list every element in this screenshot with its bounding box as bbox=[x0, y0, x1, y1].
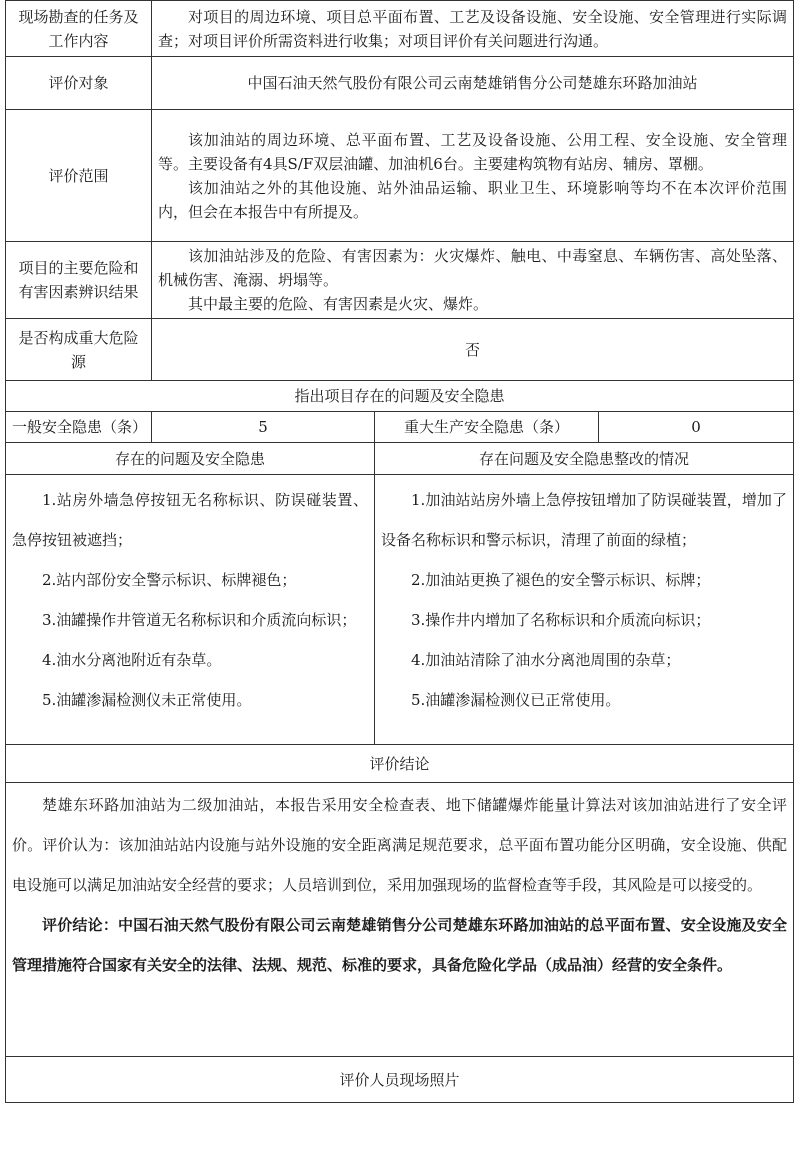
hazard-label: 项目的主要危险和有害因素辨识结果 bbox=[6, 242, 152, 319]
major-hazard-label: 是否构成重大危险源 bbox=[6, 319, 152, 381]
conclusion-title: 评价结论 bbox=[6, 745, 794, 783]
counts-row bbox=[6, 412, 794, 443]
survey-text-cell bbox=[152, 1, 794, 57]
conclusion-statement: 评价结论：中国石油天然气股份有限公司云南楚雄销售分公司楚雄东环路加油站的总平面布置、安全设施及安全管理措施符合国家有关安全的法律、法规、规范、标准的要求，具备危险化学品（成品油）经营的安全条件。 bbox=[12, 916, 788, 974]
scope-label: 评价范围 bbox=[6, 110, 152, 242]
hazard-row bbox=[6, 242, 794, 319]
problems-list bbox=[6, 475, 375, 745]
rectification-item: 4.加油站清除了油水分离池周围的杂草； bbox=[411, 651, 681, 669]
rectification-list bbox=[375, 475, 794, 745]
problem-item: 5.油罐渗漏检测仪未正常使用。 bbox=[42, 691, 252, 709]
survey-text: 对项目的周边环境、项目总平面布置、工艺及设备设施、安全设施、安全管理进行实际调查；对项目评价所需资料进行收集；对项目评价有关问题进行沟通。 bbox=[158, 7, 788, 50]
conclusion-title-row bbox=[6, 745, 794, 783]
scope-paragraph-1: 该加油站的周边环境、总平面布置、工艺及设备设施、公用工程、安全设施、安全管理等。主要设备有4具S/F双层油罐、加油机6台。主要建构筑物有站房、辅房、罩棚。 bbox=[158, 130, 788, 173]
general-hazard-count: 5 bbox=[152, 412, 375, 443]
scope-row bbox=[6, 110, 794, 242]
object-text: 中国石油天然气股份有限公司云南楚雄销售分公司楚雄东环路加油站 bbox=[152, 57, 794, 110]
problems-right-header: 存在问题及安全隐患整改的情况 bbox=[375, 443, 794, 475]
object-row bbox=[6, 57, 794, 110]
problem-item: 1.站房外墙急停按钮无名称标识、防误碰装置、急停按钮被遮挡； bbox=[12, 491, 368, 549]
survey-row bbox=[6, 1, 794, 57]
rectification-item: 1.加油站站房外墙上急停按钮增加了防误碰装置，增加了设备名称标识和警示标识，清理了前面的绿植； bbox=[381, 491, 788, 549]
conclusion-paragraph: 楚雄东环路加油站为二级加油站，本报告采用安全检查表、地下储罐爆炸能量计算法对该加油站进行了安全评价。评价认为：该加油站站内设施与站外设施的安全距离满足规范要求，总平面布置功能分区明确，安全设施、供配电设施可以满足加油站安全经营的要求；人员培训到位，采用加强现场的监督检查等手段，其风险是可以接受的。 bbox=[12, 796, 788, 894]
evaluation-report-table bbox=[5, 0, 794, 1103]
major-production-hazard-label: 重大生产安全隐患（条） bbox=[375, 412, 599, 443]
rectification-item: 5.油罐渗漏检测仪已正常使用。 bbox=[411, 691, 621, 709]
problem-item: 4.油水分离池附近有杂草。 bbox=[42, 651, 222, 669]
problems-row bbox=[6, 475, 794, 745]
hazard-paragraph-2: 其中最主要的危险、有害因素是火灾、爆炸。 bbox=[188, 295, 489, 313]
rectification-item: 3.操作井内增加了名称标识和介质流向标识； bbox=[411, 611, 711, 629]
hazard-paragraph-1: 该加油站涉及的危险、有害因素为：火灾爆炸、触电、中毒窒息、车辆伤害、高处坠落、机械伤害、淹溺、坍塌等。 bbox=[158, 247, 788, 289]
issues-title: 指出项目存在的问题及安全隐患 bbox=[6, 381, 794, 412]
scope-text-cell bbox=[152, 110, 794, 242]
object-label: 评价对象 bbox=[6, 57, 152, 110]
scope-paragraph-2: 该加油站之外的其他设施、站外油品运输、职业卫生、环境影响等均不在本次评价范围内，但会在本报告中有所提及。 bbox=[158, 178, 788, 221]
hazard-text-cell bbox=[152, 242, 794, 319]
general-hazard-label: 一般安全隐患（条） bbox=[6, 412, 152, 443]
survey-label: 现场勘查的任务及工作内容 bbox=[6, 1, 152, 57]
major-production-hazard-count: 0 bbox=[599, 412, 794, 443]
major-hazard-row bbox=[6, 319, 794, 381]
photos-row bbox=[6, 1057, 794, 1103]
conclusion-text-cell bbox=[6, 783, 794, 1057]
problems-left-header: 存在的问题及安全隐患 bbox=[6, 443, 375, 475]
major-hazard-value: 否 bbox=[152, 319, 794, 381]
problems-header-row bbox=[6, 443, 794, 475]
conclusion-row bbox=[6, 783, 794, 1057]
issues-title-row bbox=[6, 381, 794, 412]
rectification-item: 2.加油站更换了褪色的安全警示标识、标牌； bbox=[411, 571, 711, 589]
photos-title: 评价人员现场照片 bbox=[6, 1057, 794, 1103]
problem-item: 2.站内部份安全警示标识、标牌褪色； bbox=[42, 571, 297, 589]
problem-item: 3.油罐操作井管道无名称标识和介质流向标识； bbox=[42, 611, 357, 629]
